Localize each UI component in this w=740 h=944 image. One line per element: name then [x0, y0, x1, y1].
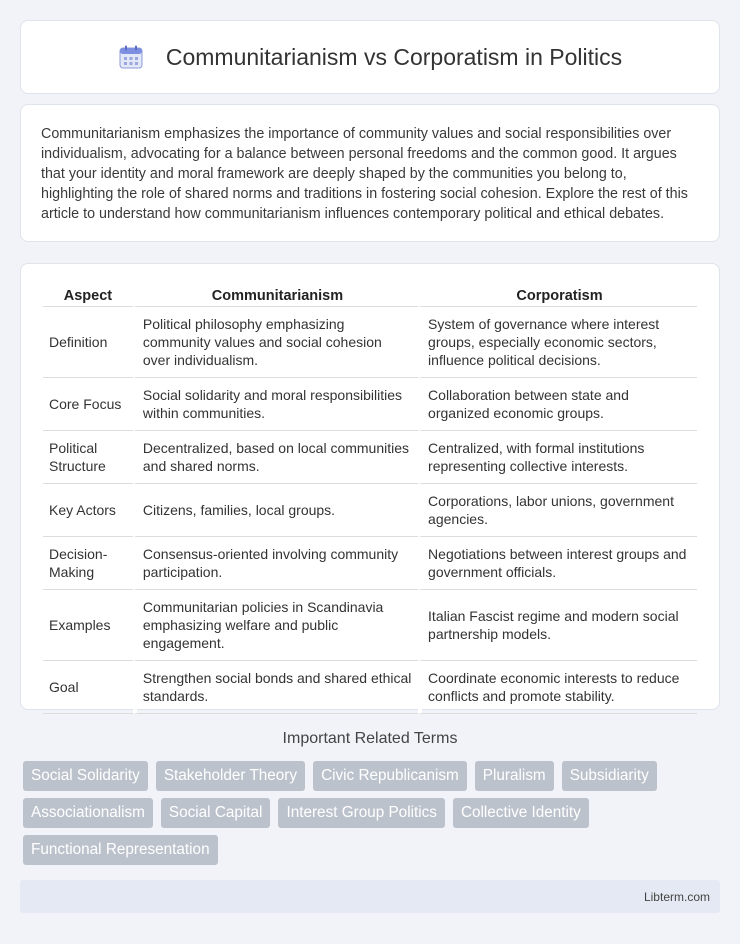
related-term-tag[interactable]: Collective Identity: [453, 798, 589, 828]
page-title: Communitarianism vs Corporatism in Politics: [165, 43, 623, 70]
table-cell-corporatism: Corporations, labor unions, government agencies.: [418, 484, 697, 537]
table-cell-aspect: Decision-Making: [43, 537, 133, 590]
header-communitarianism: Communitarianism: [133, 284, 418, 307]
table-cell-communitarianism: Consensus-oriented involving community participation.: [133, 537, 418, 590]
related-term-tag[interactable]: Pluralism: [475, 761, 554, 791]
footer: [20, 880, 720, 913]
intro-card: [20, 104, 720, 242]
table-row: [43, 307, 697, 378]
table-cell-aspect: Key Actors: [43, 484, 133, 537]
related-term-tag[interactable]: Stakeholder Theory: [156, 761, 305, 791]
header-aspect: Aspect: [43, 284, 133, 307]
comparison-table-card: [20, 263, 720, 710]
table-cell-communitarianism: Decentralized, based on local communities and shared norms.: [133, 431, 418, 484]
header-card: [20, 20, 720, 94]
table-row: [43, 484, 697, 537]
table-cell-corporatism: Negotiations between interest groups and government officials.: [418, 537, 697, 590]
table-cell-corporatism: Coordinate economic interests to reduce conflicts and promote stability.: [418, 661, 697, 714]
table-cell-communitarianism: Political philosophy emphasizing community values and social cohesion over individualism.: [133, 307, 418, 378]
related-term-tag[interactable]: Subsidiarity: [562, 761, 657, 791]
related-term-tag[interactable]: Social Capital: [161, 798, 271, 828]
related-term-tag[interactable]: Social Solidarity: [23, 761, 148, 791]
table-row: [43, 661, 697, 714]
table-row: [43, 378, 697, 431]
table-cell-communitarianism: Citizens, families, local groups.: [133, 484, 418, 537]
table-cell-aspect: Examples: [43, 590, 133, 661]
table-cell-corporatism: Centralized, with formal institutions representing collective interests.: [418, 431, 697, 484]
table-row: [43, 537, 697, 590]
intro-text: Communitarianism emphasizes the importance of community values and social responsibilities over individualism, advocating for a balance between personal freedoms and the common good. It argues that your identity and moral framework are deeply shaped by the communities you belong to, highlighting the role of shared norms and traditions in fostering social cohesion. Explore the rest of this article to understand how communitarianism influences contemporary political and ethical debates.: [41, 126, 688, 222]
table-cell-aspect: Political Structure: [43, 431, 133, 484]
related-term-tag[interactable]: Functional Representation: [23, 835, 218, 865]
table-cell-corporatism: Italian Fascist regime and modern social partnership models.: [418, 590, 697, 661]
table-cell-corporatism: Collaboration between state and organized economic groups.: [418, 378, 697, 431]
related-terms-list: [23, 761, 723, 872]
footer-text: Libterm.com: [643, 889, 710, 904]
table-cell-aspect: Core Focus: [43, 378, 133, 431]
header-corporatism: Corporatism: [418, 284, 697, 307]
comparison-table: [43, 284, 697, 714]
related-term-tag[interactable]: Civic Republicanism: [313, 761, 467, 791]
related-term-tag[interactable]: Associationalism: [23, 798, 153, 828]
related-term-tag[interactable]: Interest Group Politics: [278, 798, 444, 828]
table-row: [43, 590, 697, 661]
table-cell-aspect: Definition: [43, 307, 133, 378]
table-cell-aspect: Goal: [43, 661, 133, 714]
table-cell-corporatism: System of governance where interest groups, especially economic sectors, influence political decisions.: [418, 307, 697, 378]
table-row: [43, 431, 697, 484]
table-cell-communitarianism: Communitarian policies in Scandinavia emphasizing welfare and public engagement.: [133, 590, 418, 661]
related-terms-title: Important Related Terms: [282, 730, 458, 747]
table-header-row: [43, 284, 697, 307]
table-cell-communitarianism: Social solidarity and moral responsibilities within communities.: [133, 378, 418, 431]
table-cell-communitarianism: Strengthen social bonds and shared ethical standards.: [133, 661, 418, 714]
calendar-icon: [118, 44, 144, 70]
